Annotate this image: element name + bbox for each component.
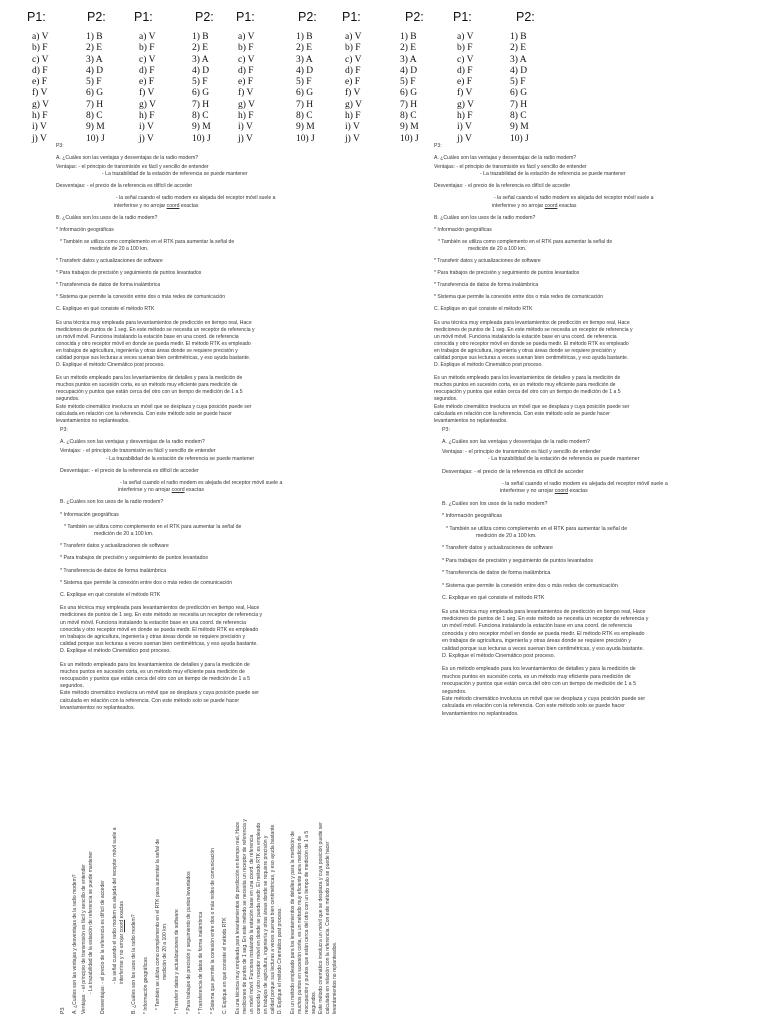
ventajas-item-2: - La trazabilidad de la estación de referencia se puede mantener — [88, 851, 94, 994]
answer-item: 9) M — [296, 122, 315, 133]
answer-item: c) V — [457, 54, 474, 65]
answer-item: b) F — [457, 43, 473, 54]
answer-item: 10) J — [400, 133, 419, 144]
desventajas-item-2b: interferirse y no arrojar coord exactas — [500, 488, 588, 495]
answer-item: 9) M — [192, 122, 211, 133]
p1-header-3: P1: — [236, 10, 255, 24]
desventajas-label: Desventajas: — [100, 985, 106, 1014]
answer-item: 1) B — [510, 32, 527, 42]
question-d: D. Explique el método Cinemático post proceso. — [60, 648, 171, 655]
answer-item: e) F — [238, 77, 254, 88]
p2-header-2: P2: — [195, 10, 214, 24]
p1-answers-1 — [32, 32, 49, 145]
answer-item: 3) A — [192, 54, 209, 65]
answer-d: Es un método empleado para los levantamientos de detalles y para la medición de muchos puntos en sucesión corta, es un método muy eficiente para medición de reocupación y puntos que están cerca del otro con un tiempo de medición de 1 a 5 segundos. Este método cinemático involucra un móvil que se desplaza y cuya posición puede ser calculada en relación con la referencia. Con este método solo se puede hacer levantamientos no replanteados. — [56, 375, 252, 424]
desventajas-item-1: - el precio de la referencia es difícil de acceder — [464, 183, 571, 190]
answer-item: b) F — [345, 43, 361, 54]
question-c: C. Explique en qué consiste el método RTK — [442, 595, 545, 602]
use-item-1: * Información geográficas — [56, 226, 114, 233]
answer-item: 4) D — [86, 65, 104, 76]
answer-item: 4) D — [400, 65, 418, 76]
desventajas-line — [100, 764, 107, 1014]
desventajas-item-2b: interferirse y no arrojar coord exactas — [119, 901, 125, 984]
p2-answers-2 — [192, 32, 211, 145]
answer-item: 2) E — [400, 43, 417, 54]
answer-item: j) V — [457, 133, 472, 144]
ventajas-line — [60, 448, 322, 455]
p3-title: P3: — [60, 1006, 66, 1014]
answer-item: 3) A — [400, 54, 417, 65]
question-b: B. ¿Cuáles son los usos de la radio modem? — [56, 214, 158, 221]
use-item-2: * Transferir datos y actualizaciones de software — [434, 258, 541, 265]
desventajas-item-2a: - la señal cuando el radio modem es alejada del receptor móvil suele a — [116, 195, 276, 202]
answer-item: g) V — [345, 99, 362, 110]
use-item-1: * Información geográficas — [434, 226, 492, 233]
answer-item: 3) A — [296, 54, 313, 65]
use-item-2: * Transferir datos y actualizaciones de software — [442, 545, 553, 552]
answer-item: 8) C — [86, 111, 103, 122]
p2-header-4: P2: — [405, 10, 424, 24]
answer-item: d) F — [139, 65, 155, 76]
desventajas-item-2b: interferirse y no arrojar coord exactas — [492, 202, 577, 209]
ventajas-label: Ventajas: — [434, 164, 455, 171]
p3-block-middle-right — [442, 427, 704, 718]
answer-item: 7) H — [296, 99, 314, 110]
answer-item: 4) D — [192, 65, 210, 76]
answer-item: 8) C — [192, 111, 209, 122]
desventajas-line — [442, 469, 704, 476]
desventajas-line — [434, 183, 696, 190]
desventajas-item-2a: - la señal cuando el radio modem es alejada del receptor móvil suele a — [112, 827, 118, 984]
answer-c: Es una técnica muy empleada para levantamientos de predicción en tiempo real, Hace mediciones de puntos de 1 seg. En este método se necesita un receptor de referencia y un móvil móvil. Funciona instalando la estación base en una coord. de referencia conocida y otro receptor móvil en donde se pueda medir. El método RTK es empleado en trabajos de agricultura, ingeniería y otras áreas donde se requiere precisión y calidad porque sus lecturas a veces suenan bien centimétricas, y eso ayuda bastante. — [434, 319, 633, 361]
answer-item: 9) M — [510, 122, 529, 133]
answer-c: Es una técnica muy empleada para levantamientos de predicción en tiempo real, Hace mediciones de puntos de 1 seg. En este método se necesita un receptor de referencia y un móvil móvil. Funciona instalando la estación base en una coord. de referencia conocida y otro receptor móvil en donde se pueda medir. El método RTK es empleado en trabajos de agricultura, ingeniería y otras áreas donde se requiere precisión y calidad porque sus lecturas a veces suenan bien centimétricas, y eso ayuda bastante. — [235, 819, 276, 1014]
p3-title: P3: — [60, 427, 68, 433]
use-item-1b: medición de 20 a 100 km. — [162, 922, 168, 980]
question-b: B. ¿Cuáles son los usos de la radio modem? — [434, 214, 536, 221]
use-item-3: * Para trabajos de precisión y seguimiento de puntos levantados — [56, 270, 202, 277]
use-item-4: * Transferencia de datos de forma inalámbrica — [56, 282, 161, 289]
answer-item: 1) B — [296, 32, 313, 42]
answer-item: c) V — [139, 54, 156, 65]
ventajas-line — [434, 164, 696, 171]
answer-item: 6) G — [86, 88, 104, 99]
answer-item: g) V — [238, 99, 255, 110]
ventajas-item-1: - el principio de transmisión es fácil y sencillo de entender — [465, 448, 601, 455]
p2-answers-5 — [510, 32, 529, 145]
use-item-2: * Transferir datos y actualizaciones de software — [60, 543, 169, 550]
ventajas-label: Ventajas: — [60, 448, 82, 455]
use-item-1a: * También se utiliza como complemento en el RTK para aumentar la señal de — [446, 525, 628, 532]
ventajas-label: Ventajas: — [56, 164, 77, 171]
answer-c: Es una técnica muy empleada para levantamientos de predicción en tiempo real, Hace mediciones de puntos de 1 seg. En este método se necesita un receptor de referencia y un móvil móvil. Funciona instalando la estación base en una coord. de referencia conocida y otro receptor móvil en donde se pueda medir. El método RTK es empleado en trabajos de agricultura, ingeniería y otras áreas donde se requiere precisión y calidad porque sus lecturas a veces suenan bien centimétricas, y eso ayuda bastante. — [56, 319, 255, 361]
answer-item: f) V — [457, 88, 473, 99]
desventajas-item-2a: - la señal cuando el radio modem es alejada del receptor móvil suele a — [120, 480, 283, 487]
question-c: C. Explique en qué consiste el método RTK — [56, 306, 155, 313]
desventajas-item-2a: - la señal cuando el radio modem es alejada del receptor móvil suele a — [494, 195, 654, 202]
answer-d: Es un método empleado para los levantamientos de detalles y para la medición de muchos puntos en sucesión corta, es un método muy eficiente para medición de reocupación y puntos que están cerca del otro con un tiempo de medición de 1 a 5 segundos. Este método cinemático involucra un móvil que se desplaza y cuya posición puede ser calculada en relación con la referencia. Con este método solo se puede hacer levantamientos no replanteados. — [60, 661, 259, 711]
answer-item: f) V — [345, 88, 361, 99]
use-item-1: * Información geográficas — [60, 511, 119, 518]
answer-item: h) F — [457, 111, 473, 122]
answer-item: j) V — [238, 133, 253, 144]
use-item-4: * Transferencia de datos de forma inalámbrica — [198, 911, 204, 1014]
p1-answers-5 — [457, 32, 474, 145]
answer-item: 5) F — [400, 77, 416, 88]
use-item-5: * Sistema que permite la conexión entre dos o más redes de comunicación — [210, 848, 216, 1014]
answer-item: a) V — [139, 32, 156, 42]
desventajas-label: Desventajas: — [60, 467, 90, 474]
use-item-3: * Para trabajos de precisión y seguimiento de puntos levantados — [60, 555, 208, 562]
desventajas-label: Desventajas: — [434, 183, 464, 190]
answer-item: 8) C — [296, 111, 313, 122]
answer-item: j) V — [32, 133, 47, 144]
answer-item: i) V — [238, 122, 253, 133]
answer-item: d) F — [32, 65, 48, 76]
answer-item: e) F — [457, 77, 473, 88]
answer-item: 8) C — [510, 111, 527, 122]
answer-item: 2) E — [86, 43, 103, 54]
answer-c: Es una técnica muy empleada para levantamientos de predicción en tiempo real, Hace mediciones de puntos de 1 seg. En este método se necesita un receptor de referencia y un móvil móvil. Funciona instalando la estación base en una coord. de referencia conocida y otro receptor móvil en donde se pueda medir. El método RTK es empleado en trabajos de agricultura, ingeniería y otras áreas donde se requiere precisión y calidad porque sus lecturas a veces suenan bien centimétricas, y eso ayuda bastante. — [442, 608, 649, 652]
answer-item: a) V — [345, 32, 362, 42]
answer-item: g) V — [139, 99, 156, 110]
answer-item: 9) M — [400, 122, 419, 133]
question-b: B. ¿Cuáles son los usos de la radio modem? — [131, 914, 137, 1014]
p3-block-rotated — [60, 764, 339, 1014]
p2-header-3: P2: — [298, 10, 317, 24]
use-item-1a: * También se utiliza como complemento en el RTK para aumentar la señal de — [64, 523, 242, 530]
answer-item: e) F — [345, 77, 361, 88]
p3-block-middle-left — [60, 427, 322, 712]
answer-item: 10) J — [192, 133, 211, 144]
answer-item: 10) J — [510, 133, 529, 144]
desventajas-label: Desventajas: — [56, 183, 86, 190]
use-item-5: * Sistema que permite la conexión entre dos o más redes de comunicación — [442, 582, 618, 589]
use-item-1b: medición de 20 a 100 km. — [94, 531, 154, 538]
p1-header-1: P1: — [27, 10, 46, 24]
p2-answers-3 — [296, 32, 315, 145]
use-item-1b: medición de 20 a 100 km. — [90, 245, 149, 252]
desventajas-line — [60, 468, 322, 475]
use-item-2: * Transferir datos y actualizaciones de software — [56, 258, 163, 265]
answer-item: 6) G — [400, 88, 418, 99]
use-item-1a: * También se utiliza como complemento en el RTK para aumentar la señal de — [438, 238, 613, 245]
ventajas-item-1: - el principio de transmisión es fácil y sencillo de entender — [81, 864, 87, 993]
question-d: D. Explique el método Cinemático post proceso. — [434, 362, 543, 369]
desventajas-item-2b: interferirse y no arrojar coord exactas — [118, 487, 204, 494]
answer-item: 9) M — [86, 122, 105, 133]
use-item-3: * Para trabajos de precisión y seguimiento de puntos levantados — [434, 270, 580, 277]
answer-item: i) V — [345, 122, 360, 133]
answer-item: i) V — [457, 122, 472, 133]
use-item-4: * Transferencia de datos de forma inalámbrica — [442, 570, 551, 577]
ventajas-item-1: - el principio de transmisión es fácil y sencillo de entender — [78, 164, 209, 171]
answer-item: 5) F — [510, 77, 526, 88]
use-item-1b: medición de 20 a 100 km. — [468, 245, 527, 252]
answer-item: b) F — [238, 43, 254, 54]
answer-item: 6) G — [192, 88, 210, 99]
answer-item: 3) A — [86, 54, 103, 65]
answer-item: 7) H — [510, 99, 528, 110]
answer-item: c) V — [345, 54, 362, 65]
question-a: A. ¿Cuáles son las ventajas y desventajas de la radio modem? — [56, 155, 199, 162]
answer-item: j) V — [139, 133, 154, 144]
answer-item: 1) B — [400, 32, 417, 42]
p1-answers-2 — [139, 32, 156, 145]
answer-item: d) F — [345, 65, 361, 76]
answer-item: 4) D — [296, 65, 314, 76]
desventajas-item-1: - el precio de la referencia es difícil de acceder — [86, 183, 193, 190]
desventajas-label: Desventajas: — [442, 468, 473, 475]
ventajas-line — [81, 764, 88, 1014]
answer-item: b) F — [139, 43, 155, 54]
p1-header-5: P1: — [453, 10, 472, 24]
answer-item: h) F — [345, 111, 361, 122]
answer-d: Es un método empleado para los levantamientos de detalles y para la medición de muchos puntos en sucesión corta, es un método muy eficiente para medición de reocupación y puntos que están cerca del otro con un tiempo de medición de 1 a 5 segundos. Este método cinemático involucra un móvil que se desplaza y cuya posición puede ser calculada en relación con la referencia. Con este método solo se puede hacer levantamientos no replanteados. — [290, 822, 338, 1014]
answer-item: a) V — [457, 32, 474, 42]
answer-item: d) F — [457, 65, 473, 76]
p1-answers-3 — [238, 32, 255, 145]
answer-item: 2) E — [510, 43, 527, 54]
p1-header-4: P1: — [342, 10, 361, 24]
answer-item: e) F — [32, 77, 48, 88]
question-a: A. ¿Cuáles son las ventajas y desventajas de la radio modem? — [72, 874, 78, 1014]
answer-item: 1) B — [192, 32, 209, 42]
answer-item: 10) J — [86, 133, 105, 144]
answer-item: 5) F — [192, 77, 208, 88]
answer-item: i) V — [139, 122, 154, 133]
ventajas-line — [442, 449, 704, 456]
answer-item: c) V — [32, 54, 49, 65]
answer-item: e) F — [139, 77, 155, 88]
use-item-5: * Sistema que permite la conexión entre dos o más redes de comunicación — [60, 579, 233, 586]
question-a: A. ¿Cuáles son las ventajas y desventajas de la radio modem? — [60, 439, 205, 446]
answer-item: 7) H — [192, 99, 210, 110]
answer-item: 2) E — [296, 43, 313, 54]
answer-item: g) V — [32, 99, 49, 110]
p2-answers-1 — [86, 32, 105, 145]
answer-item: f) V — [238, 88, 254, 99]
question-d: D. Explique el método Cinemático post proceso. — [442, 652, 556, 659]
answer-item: 7) H — [400, 99, 418, 110]
p1-answers-4 — [345, 32, 362, 145]
p3-title: P3: — [442, 427, 450, 433]
answer-item: f) V — [32, 88, 48, 99]
desventajas-item-2b: interferirse y no arrojar coord exactas — [114, 202, 199, 209]
ventajas-item-1: - el principio de transmisión es fácil y sencillo de entender — [456, 164, 587, 171]
question-a: A. ¿Cuáles son las ventajas y desventajas de la radio modem? — [434, 155, 577, 162]
answer-item: d) F — [238, 65, 254, 76]
use-item-2: * Transferir datos y actualizaciones de software — [174, 909, 180, 1014]
p3-block-top-left — [56, 143, 314, 425]
use-item-1a: * También se utiliza como complemento en el RTK para aumentar la señal de — [155, 838, 161, 1010]
p1-header-2: P1: — [134, 10, 153, 24]
answer-d: Es un método empleado para los levantamientos de detalles y para la medición de muchos puntos en sucesión corta, es un método muy eficiente para medición de reocupación y puntos que están cerca del otro con un tiempo de medición de 1 a 5 segundos. Este método cinemático involucra un móvil que se desplaza y cuya posición puede ser calculada en relación con la referencia. Con este método solo se puede hacer levantamientos no replanteados. — [434, 375, 630, 424]
answer-item: 10) J — [296, 133, 315, 144]
use-item-5: * Sistema que permite la conexión entre dos o más redes de comunicación — [434, 294, 604, 301]
answer-item: 8) C — [400, 111, 417, 122]
answer-item: j) V — [345, 133, 360, 144]
use-item-1b: medición de 20 a 100 km. — [476, 533, 537, 540]
ventajas-item-2: - La trazabilidad de la estación de referencia se puede mantener — [488, 456, 640, 463]
answer-item: 5) F — [296, 77, 312, 88]
question-c: C. Explique en qué consiste el método RTK — [60, 592, 161, 599]
use-item-3: * Para trabajos de precisión y seguimiento de puntos levantados — [442, 557, 594, 564]
question-a: A. ¿Cuáles son las ventajas y desventajas de la radio modem? — [442, 439, 590, 446]
ventajas-label: Ventajas: — [442, 448, 464, 455]
answer-item: c) V — [238, 54, 255, 65]
answer-item: 3) A — [510, 54, 527, 65]
answer-item: 1) B — [86, 32, 103, 42]
answer-d: Es un método empleado para los levantamientos de detalles y para la medición de muchos puntos en sucesión corta, es un método muy eficiente para medición de reocupación y puntos que están cerca del otro con un tiempo de medición de 1 a 5 segundos. Este método cinemático involucra un móvil que se desplaza y cuya posición puede ser calculada en relación con la referencia. Con este método solo se puede hacer levantamientos no replanteados. — [442, 666, 646, 717]
desventajas-item-2a: - la señal cuando el radio modem es alejada del receptor móvil suele a — [502, 481, 668, 488]
desventajas-line — [56, 183, 314, 190]
ventajas-item-1: - el principio de transmisión es fácil y sencillo de entender — [82, 448, 216, 455]
answer-item: 5) F — [86, 77, 102, 88]
p3-title: P3: — [434, 143, 442, 149]
ventajas-item-2: - La trazabilidad de la estación de referencia se puede mantener — [102, 171, 248, 178]
use-item-3: * Para trabajos de precisión y seguimiento de puntos levantados — [186, 871, 192, 1014]
answer-item: i) V — [32, 122, 47, 133]
desventajas-item-1: - el precio de la referencia es difícil de acceder — [474, 468, 584, 475]
p3-title: P3: — [56, 143, 64, 149]
question-d: D. Explique el método Cinemático post proceso. — [56, 362, 165, 369]
answer-item: 2) E — [192, 43, 209, 54]
p2-header-5: P2: — [516, 10, 535, 24]
question-b: B. ¿Cuáles son los usos de la radio modem? — [60, 499, 164, 506]
p2-header-1: P2: — [87, 10, 106, 24]
question-d: D. Explique el método Cinemático post proceso. — [277, 907, 283, 1014]
answer-item: 6) G — [296, 88, 314, 99]
use-item-4: * Transferencia de datos de forma inalámbrica — [434, 282, 539, 289]
answer-item: f) V — [139, 88, 155, 99]
ventajas-item-2: - La trazabilidad de la estación de referencia se puede mantener — [480, 171, 626, 178]
answer-item: h) F — [238, 111, 254, 122]
answer-item: h) F — [32, 111, 48, 122]
answer-item: a) V — [32, 32, 49, 42]
answer-item: b) F — [32, 43, 48, 54]
p3-block-top-right — [434, 143, 696, 425]
use-item-4: * Transferencia de datos de forma inalámbrica — [60, 567, 167, 574]
ventajas-line — [56, 164, 314, 171]
ventajas-label: Ventajas: — [81, 993, 87, 1014]
use-item-1a: * También se utiliza como complemento en el RTK para aumentar la señal de — [60, 238, 235, 245]
use-item-5: * Sistema que permite la conexión entre dos o más redes de comunicación — [56, 294, 226, 301]
desventajas-item-1: - el precio de la referencia es difícil de acceder — [91, 467, 199, 474]
question-b: B. ¿Cuáles son los usos de la radio modem? — [442, 500, 548, 507]
answer-item: a) V — [238, 32, 255, 42]
question-c: C. Explique en qué consiste el método RTK — [434, 306, 533, 313]
answer-item: g) V — [457, 99, 474, 110]
use-item-1: * Información geográficas — [143, 957, 149, 1014]
answer-item: 6) G — [510, 88, 528, 99]
ventajas-item-2: - La trazabilidad de la estación de referencia se puede mantener — [106, 455, 255, 462]
p2-answers-4 — [400, 32, 419, 145]
answer-item: 4) D — [510, 65, 528, 76]
use-item-1: * Información geográficas — [442, 513, 503, 520]
desventajas-item-1: - el precio de la referencia es difícil de acceder — [100, 880, 106, 984]
question-c: C. Explique en qué consiste el método RTK — [222, 917, 228, 1014]
answer-c: Es una técnica muy empleada para levantamientos de predicción en tiempo real, Hace mediciones de puntos de 1 seg. En este método se necesita un receptor de referencia y un móvil móvil. Funciona instalando la estación base en una coord. de referencia conocida y otro receptor móvil en donde se pueda medir. El método RTK es empleado en trabajos de agricultura, ingeniería y otras áreas donde se requiere precisión y calidad porque sus lecturas a veces suenan bien centimétricas, y eso ayuda bastante. — [60, 605, 263, 648]
answer-item: h) F — [139, 111, 155, 122]
answer-item: 7) H — [86, 99, 104, 110]
